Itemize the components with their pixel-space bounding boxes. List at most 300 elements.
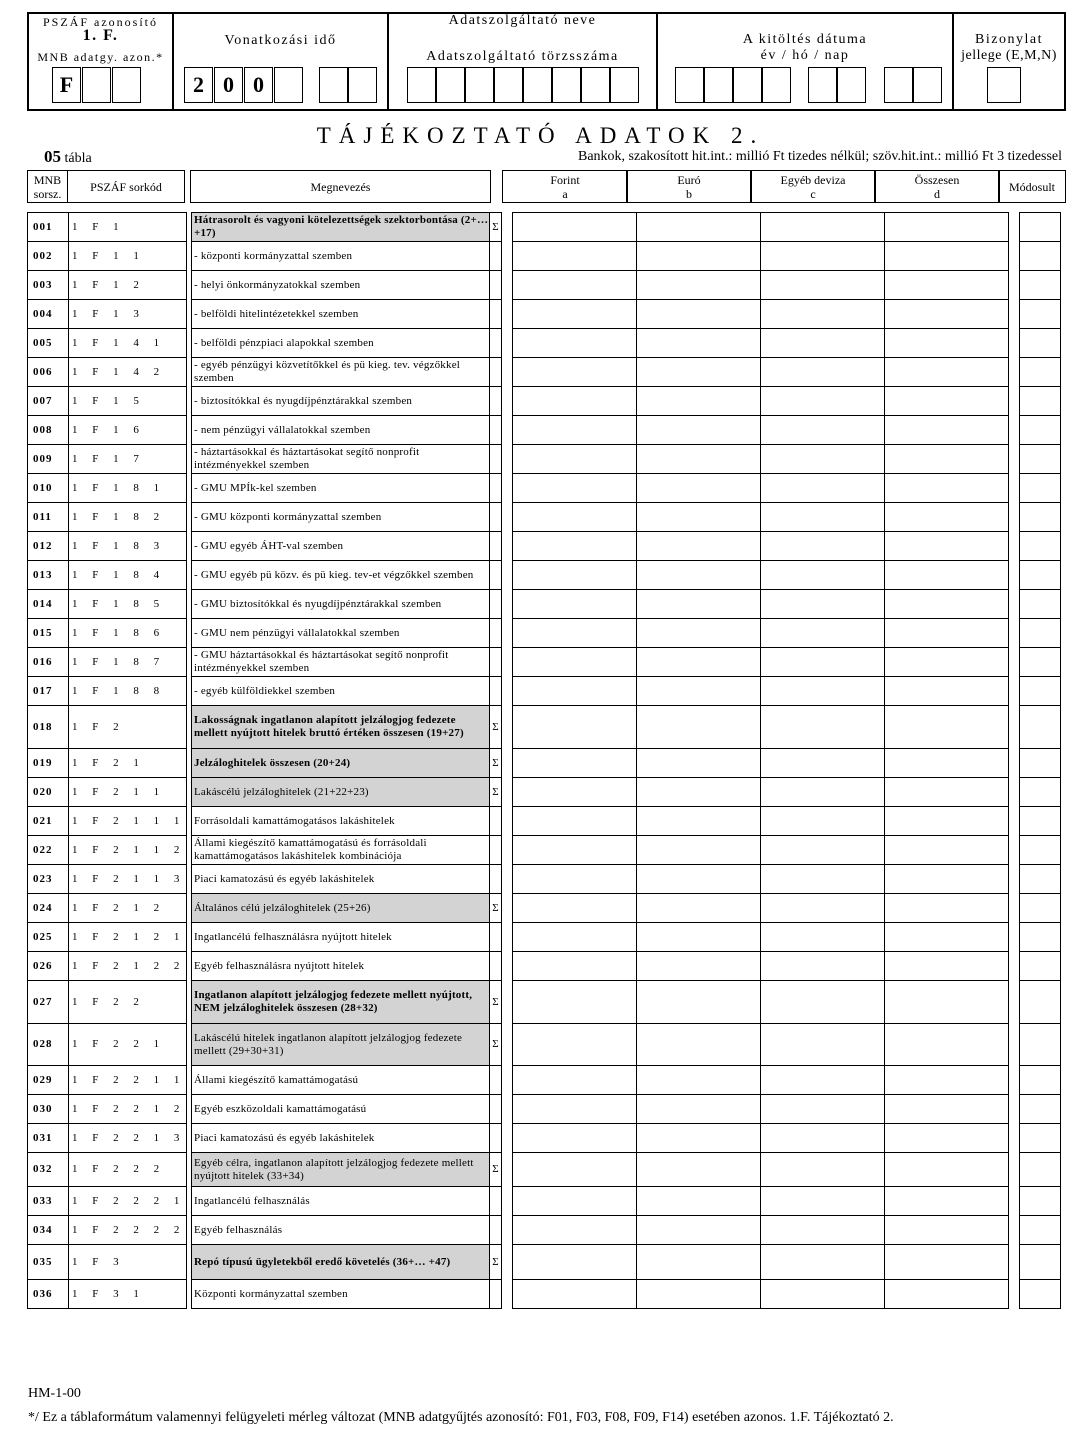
cell-modosult[interactable] [1020, 952, 1061, 981]
cell-euro[interactable] [637, 1245, 761, 1280]
cell-egyeb-deviza[interactable] [761, 894, 885, 923]
vonatkozasi-box-5[interactable] [319, 67, 348, 103]
row-sigma-empty [490, 358, 502, 387]
cell-modosult[interactable] [1020, 1095, 1061, 1124]
cell-osszesen[interactable] [885, 619, 1009, 648]
row-label: Jelzáloghitelek összesen (20+24) [192, 749, 490, 778]
kitoltes-datuma-box [656, 12, 954, 111]
cell-egyeb-deviza[interactable] [761, 561, 885, 590]
cell-forint[interactable] [513, 213, 637, 242]
vonatkozasi-box-6[interactable] [348, 67, 377, 103]
cell-osszesen[interactable] [885, 1153, 1009, 1187]
row-label: Egyéb felhasználásra nyújtott hitelek [192, 952, 490, 981]
cell-euro[interactable] [637, 749, 761, 778]
cell-modosult[interactable] [1020, 894, 1061, 923]
row-gap [502, 242, 513, 271]
cell-osszesen[interactable] [885, 981, 1009, 1024]
row-mnb-number: 012 [28, 532, 69, 561]
cell-osszesen[interactable] [885, 1095, 1009, 1124]
cell-euro[interactable] [637, 1024, 761, 1066]
cell-osszesen[interactable] [885, 445, 1009, 474]
cell-egyeb-deviza[interactable] [761, 242, 885, 271]
vonatkozasi-box-4[interactable] [274, 67, 303, 103]
cell-modosult[interactable] [1020, 1153, 1061, 1187]
row-pszaf-code: 1 F 2 2 1 3 [69, 1124, 187, 1153]
cell-euro[interactable] [637, 865, 761, 894]
torzsszam-box-5[interactable] [523, 67, 552, 103]
cell-modosult[interactable] [1020, 416, 1061, 445]
cell-egyeb-deviza[interactable] [761, 1024, 885, 1066]
cell-modosult[interactable] [1020, 590, 1061, 619]
ev-box-4[interactable] [762, 67, 791, 103]
pszaf-value: 1. F. [82, 27, 119, 44]
table-row [28, 619, 1061, 648]
row-pszaf-code: 1 F 2 1 1 [69, 778, 187, 807]
row-sigma-mark: Σ [490, 213, 502, 242]
row-mnb-number: 031 [28, 1124, 69, 1153]
row-pszaf-code: 1 F 2 1 1 1 [69, 807, 187, 836]
cell-modosult[interactable] [1020, 1216, 1061, 1245]
table-row [28, 807, 1061, 836]
table-number-value: 05 [44, 147, 61, 166]
cell-euro[interactable] [637, 1124, 761, 1153]
cell-forint[interactable] [513, 387, 637, 416]
cell-egyeb-deviza[interactable] [761, 778, 885, 807]
cell-egyeb-deviza[interactable] [761, 590, 885, 619]
cell-modosult[interactable] [1020, 1024, 1061, 1066]
cell-osszesen[interactable] [885, 1024, 1009, 1066]
cell-forint[interactable] [513, 1066, 637, 1095]
cell-modosult[interactable] [1020, 474, 1061, 503]
cell-modosult[interactable] [1020, 1066, 1061, 1095]
cell-osszesen[interactable] [885, 474, 1009, 503]
cell-euro[interactable] [637, 503, 761, 532]
cell-osszesen[interactable] [885, 952, 1009, 981]
cell-osszesen[interactable] [885, 1280, 1009, 1309]
mnb-id-box-2[interactable] [82, 67, 111, 103]
cell-modosult[interactable] [1020, 1245, 1061, 1280]
cell-egyeb-deviza[interactable] [761, 532, 885, 561]
row-mnb-number: 010 [28, 474, 69, 503]
cell-osszesen[interactable] [885, 1066, 1009, 1095]
torzsszam-box-1[interactable] [407, 67, 436, 103]
cell-egyeb-deviza[interactable] [761, 677, 885, 706]
cell-forint[interactable] [513, 445, 637, 474]
cell-euro[interactable] [637, 981, 761, 1024]
cell-egyeb-deviza[interactable] [761, 213, 885, 242]
cell-euro[interactable] [637, 445, 761, 474]
cell-forint[interactable] [513, 836, 637, 865]
row-pszaf-code: 1 F 2 1 2 2 [69, 952, 187, 981]
row-mnb-number: 018 [28, 706, 69, 749]
row-gap [502, 1187, 513, 1216]
row-mnb-number: 034 [28, 1216, 69, 1245]
cell-egyeb-deviza[interactable] [761, 749, 885, 778]
cell-egyeb-deviza[interactable] [761, 300, 885, 329]
cell-euro[interactable] [637, 300, 761, 329]
col-header-pszaf [67, 170, 185, 203]
mnb-id-box-1[interactable]: F [52, 67, 81, 103]
cell-euro[interactable] [637, 1216, 761, 1245]
cell-egyeb-deviza[interactable] [761, 952, 885, 981]
table-row [28, 1280, 1061, 1309]
cell-euro[interactable] [637, 1187, 761, 1216]
table-row [28, 387, 1061, 416]
cell-forint[interactable] [513, 749, 637, 778]
row-gap [502, 981, 513, 1024]
row-gap [502, 749, 513, 778]
cell-forint[interactable] [513, 532, 637, 561]
cell-forint[interactable] [513, 807, 637, 836]
row-label: - GMU központi kormányzattal szemben [192, 503, 490, 532]
cell-modosult[interactable] [1020, 1280, 1061, 1309]
row-mnb-number: 001 [28, 213, 69, 242]
cell-egyeb-deviza[interactable] [761, 416, 885, 445]
cell-osszesen[interactable] [885, 213, 1009, 242]
row-sigma-empty [490, 677, 502, 706]
cell-modosult[interactable] [1020, 242, 1061, 271]
cell-euro[interactable] [637, 807, 761, 836]
row-gap [1009, 981, 1020, 1024]
cell-forint[interactable] [513, 619, 637, 648]
vonatkozasi-box-2[interactable]: 0 [214, 67, 243, 103]
cell-egyeb-deviza[interactable] [761, 329, 885, 358]
cell-euro[interactable] [637, 677, 761, 706]
cell-forint[interactable] [513, 865, 637, 894]
cell-euro[interactable] [637, 474, 761, 503]
cell-osszesen[interactable] [885, 590, 1009, 619]
row-gap [502, 778, 513, 807]
cell-euro[interactable] [637, 778, 761, 807]
cell-modosult[interactable] [1020, 981, 1061, 1024]
row-gap [1009, 894, 1020, 923]
cell-forint[interactable] [513, 1245, 637, 1280]
table-row [28, 1124, 1061, 1153]
cell-forint[interactable] [513, 778, 637, 807]
row-pszaf-code: 1 F 1 4 1 [69, 329, 187, 358]
cell-osszesen[interactable] [885, 706, 1009, 749]
cell-osszesen[interactable] [885, 894, 1009, 923]
table-row [28, 503, 1061, 532]
torzsszam-box-6[interactable] [552, 67, 581, 103]
cell-osszesen[interactable] [885, 677, 1009, 706]
cell-forint[interactable] [513, 952, 637, 981]
row-pszaf-code: 1 F 1 8 5 [69, 590, 187, 619]
row-label: - GMU egyéb pü közv. és pü kieg. tev-et végzőkkel szemben [192, 561, 490, 590]
row-label: Egyéb eszközoldali kamattámogatású [192, 1095, 490, 1124]
cell-egyeb-deviza[interactable] [761, 619, 885, 648]
adatszolgaltato-neve-label: Adatszolgáltató neve [448, 13, 597, 28]
torzsszam-box-7[interactable] [581, 67, 610, 103]
cell-euro[interactable] [637, 416, 761, 445]
cell-forint[interactable] [513, 1024, 637, 1066]
row-label: - GMU egyéb ÁHT-val szemben [192, 532, 490, 561]
table-row [28, 358, 1061, 387]
col-header-mnb-line1: MNB [33, 172, 62, 187]
cell-forint[interactable] [513, 300, 637, 329]
row-gap [1009, 1187, 1020, 1216]
cell-forint[interactable] [513, 648, 637, 677]
cell-modosult[interactable] [1020, 706, 1061, 749]
cell-forint[interactable] [513, 1124, 637, 1153]
torzsszam-box-4[interactable] [494, 67, 523, 103]
cell-egyeb-deviza[interactable] [761, 445, 885, 474]
row-gap [502, 474, 513, 503]
cell-osszesen[interactable] [885, 807, 1009, 836]
cell-egyeb-deviza[interactable] [761, 474, 885, 503]
cell-euro[interactable] [637, 213, 761, 242]
cell-modosult[interactable] [1020, 1124, 1061, 1153]
row-mnb-number: 021 [28, 807, 69, 836]
row-label: Forrásoldali kamattámogatásos lakáshitelek [192, 807, 490, 836]
row-pszaf-code: 1 F 2 2 2 1 [69, 1187, 187, 1216]
table-row [28, 865, 1061, 894]
cell-osszesen[interactable] [885, 923, 1009, 952]
cell-forint[interactable] [513, 1095, 637, 1124]
cell-forint[interactable] [513, 894, 637, 923]
row-gap [1009, 1066, 1020, 1095]
row-pszaf-code: 1 F 2 2 2 2 [69, 1216, 187, 1245]
row-sigma-empty [490, 648, 502, 677]
form-code: HM-1-00 [28, 1386, 81, 1401]
cell-euro[interactable] [637, 1280, 761, 1309]
mnb-id-box-3[interactable] [112, 67, 141, 103]
cell-egyeb-deviza[interactable] [761, 923, 885, 952]
cell-forint[interactable] [513, 677, 637, 706]
cell-egyeb-deviza[interactable] [761, 1245, 885, 1280]
cell-egyeb-deviza[interactable] [761, 358, 885, 387]
table-row [28, 590, 1061, 619]
cell-osszesen[interactable] [885, 1245, 1009, 1280]
cell-osszesen[interactable] [885, 865, 1009, 894]
cell-osszesen[interactable] [885, 271, 1009, 300]
cell-egyeb-deviza[interactable] [761, 648, 885, 677]
cell-euro[interactable] [637, 561, 761, 590]
bizonylat-box [952, 12, 1066, 111]
cell-modosult[interactable] [1020, 749, 1061, 778]
row-mnb-number: 006 [28, 358, 69, 387]
cell-osszesen[interactable] [885, 1187, 1009, 1216]
cell-forint[interactable] [513, 416, 637, 445]
ho-box-2[interactable] [837, 67, 866, 103]
row-gap [502, 503, 513, 532]
row-label: Piaci kamatozású és egyéb lakáshitelek [192, 1124, 490, 1153]
cell-osszesen[interactable] [885, 242, 1009, 271]
cell-forint[interactable] [513, 503, 637, 532]
table-row [28, 952, 1061, 981]
cell-modosult[interactable] [1020, 271, 1061, 300]
row-pszaf-code: 1 F 2 1 2 1 [69, 923, 187, 952]
cell-forint[interactable] [513, 329, 637, 358]
cell-egyeb-deviza[interactable] [761, 1153, 885, 1187]
cell-forint[interactable] [513, 1153, 637, 1187]
row-label: - GMU nem pénzügyi vállalatokkal szemben [192, 619, 490, 648]
cell-modosult[interactable] [1020, 923, 1061, 952]
cell-modosult[interactable] [1020, 358, 1061, 387]
cell-forint[interactable] [513, 706, 637, 749]
bizonylat-jellege-box[interactable] [987, 67, 1021, 103]
cell-euro[interactable] [637, 706, 761, 749]
pszaf-id-box [27, 12, 174, 111]
cell-forint[interactable] [513, 474, 637, 503]
row-gap [1009, 923, 1020, 952]
cell-euro[interactable] [637, 1153, 761, 1187]
cell-osszesen[interactable] [885, 561, 1009, 590]
cell-osszesen[interactable] [885, 358, 1009, 387]
cell-egyeb-deviza[interactable] [761, 807, 885, 836]
cell-euro[interactable] [637, 387, 761, 416]
cell-forint[interactable] [513, 923, 637, 952]
table-row [28, 242, 1061, 271]
cell-osszesen[interactable] [885, 749, 1009, 778]
row-gap [1009, 445, 1020, 474]
row-gap [1009, 416, 1020, 445]
cell-euro[interactable] [637, 358, 761, 387]
row-label: - belföldi hitelintézetekkel szemben [192, 300, 490, 329]
cell-egyeb-deviza[interactable] [761, 1280, 885, 1309]
cell-osszesen[interactable] [885, 416, 1009, 445]
cell-osszesen[interactable] [885, 329, 1009, 358]
cell-osszesen[interactable] [885, 503, 1009, 532]
cell-modosult[interactable] [1020, 445, 1061, 474]
cell-modosult[interactable] [1020, 1187, 1061, 1216]
table-row [28, 300, 1061, 329]
cell-modosult[interactable] [1020, 503, 1061, 532]
row-gap [1009, 213, 1020, 242]
row-gap [1009, 836, 1020, 865]
cell-forint[interactable] [513, 271, 637, 300]
ev-box-1[interactable] [675, 67, 704, 103]
kitoltes-datuma-sub: év / hó / nap [760, 48, 850, 63]
row-sigma-empty [490, 1187, 502, 1216]
bizonylat-sub: jellege (E,M,N) [961, 48, 1057, 63]
cell-forint[interactable] [513, 242, 637, 271]
ho-box-1[interactable] [808, 67, 837, 103]
cell-forint[interactable] [513, 561, 637, 590]
cell-forint[interactable] [513, 1216, 637, 1245]
row-label: - egyéb pénzügyi közvetítőkkel és pü kieg. tev. végzőkkel szemben [192, 358, 490, 387]
cell-euro[interactable] [637, 271, 761, 300]
cell-osszesen[interactable] [885, 532, 1009, 561]
cell-euro[interactable] [637, 532, 761, 561]
cell-egyeb-deviza[interactable] [761, 1216, 885, 1245]
cell-egyeb-deviza[interactable] [761, 503, 885, 532]
cell-euro[interactable] [637, 923, 761, 952]
cell-egyeb-deviza[interactable] [761, 1187, 885, 1216]
vonatkozasi-box-3[interactable]: 0 [244, 67, 273, 103]
table-row [28, 923, 1061, 952]
row-label: Ingatlancélú felhasználás [192, 1187, 490, 1216]
cell-euro[interactable] [637, 894, 761, 923]
cell-modosult[interactable] [1020, 387, 1061, 416]
cell-forint[interactable] [513, 1187, 637, 1216]
cell-modosult[interactable] [1020, 329, 1061, 358]
cell-euro[interactable] [637, 1095, 761, 1124]
cell-osszesen[interactable] [885, 778, 1009, 807]
torzsszam-box-3[interactable] [465, 67, 494, 103]
cell-modosult[interactable] [1020, 619, 1061, 648]
row-mnb-number: 029 [28, 1066, 69, 1095]
row-gap [1009, 1216, 1020, 1245]
cell-forint[interactable] [513, 1280, 637, 1309]
cell-euro[interactable] [637, 329, 761, 358]
row-pszaf-code: 1 F 2 1 1 2 [69, 836, 187, 865]
cell-egyeb-deviza[interactable] [761, 865, 885, 894]
row-sigma-empty [490, 619, 502, 648]
table-row [28, 706, 1061, 749]
ev-box-3[interactable] [733, 67, 762, 103]
cell-egyeb-deviza[interactable] [761, 271, 885, 300]
nap-box-2[interactable] [913, 67, 942, 103]
cell-euro[interactable] [637, 952, 761, 981]
row-mnb-number: 026 [28, 952, 69, 981]
row-gap [1009, 677, 1020, 706]
cell-egyeb-deviza[interactable] [761, 387, 885, 416]
row-label: Állami kiegészítő kamattámogatású [192, 1066, 490, 1095]
row-pszaf-code: 1 F 2 [69, 706, 187, 749]
cell-euro[interactable] [637, 1066, 761, 1095]
cell-modosult[interactable] [1020, 677, 1061, 706]
table-number [44, 147, 92, 167]
row-sigma-empty [490, 561, 502, 590]
cell-euro[interactable] [637, 619, 761, 648]
nap-box-1[interactable] [884, 67, 913, 103]
cell-forint[interactable] [513, 981, 637, 1024]
table-row [28, 561, 1061, 590]
cell-modosult[interactable] [1020, 300, 1061, 329]
cell-egyeb-deviza[interactable] [761, 706, 885, 749]
cell-modosult[interactable] [1020, 532, 1061, 561]
cell-osszesen[interactable] [885, 648, 1009, 677]
cell-modosult[interactable] [1020, 648, 1061, 677]
row-sigma-empty [490, 1216, 502, 1245]
cell-egyeb-deviza[interactable] [761, 1066, 885, 1095]
cell-egyeb-deviza[interactable] [761, 1095, 885, 1124]
cell-modosult[interactable] [1020, 836, 1061, 865]
cell-forint[interactable] [513, 358, 637, 387]
cell-egyeb-deviza[interactable] [761, 1124, 885, 1153]
cell-modosult[interactable] [1020, 778, 1061, 807]
vonatkozasi-box-1[interactable]: 2 [184, 67, 213, 103]
cell-osszesen[interactable] [885, 1216, 1009, 1245]
row-mnb-number: 027 [28, 981, 69, 1024]
cell-modosult[interactable] [1020, 865, 1061, 894]
torzsszam-box-8[interactable] [610, 67, 639, 103]
cell-osszesen[interactable] [885, 387, 1009, 416]
ev-box-2[interactable] [704, 67, 733, 103]
cell-osszesen[interactable] [885, 300, 1009, 329]
cell-egyeb-deviza[interactable] [761, 836, 885, 865]
col-header-euro-letter: b [686, 186, 692, 201]
cell-forint[interactable] [513, 590, 637, 619]
cell-modosult[interactable] [1020, 213, 1061, 242]
cell-osszesen[interactable] [885, 1124, 1009, 1153]
cell-egyeb-deviza[interactable] [761, 981, 885, 1024]
cell-modosult[interactable] [1020, 807, 1061, 836]
cell-euro[interactable] [637, 648, 761, 677]
cell-euro[interactable] [637, 242, 761, 271]
cell-euro[interactable] [637, 590, 761, 619]
table-row [28, 445, 1061, 474]
row-gap [502, 619, 513, 648]
cell-osszesen[interactable] [885, 836, 1009, 865]
torzsszam-box-2[interactable] [436, 67, 465, 103]
row-sigma-empty [490, 865, 502, 894]
cell-euro[interactable] [637, 836, 761, 865]
row-gap [502, 329, 513, 358]
cell-modosult[interactable] [1020, 561, 1061, 590]
row-mnb-number: 036 [28, 1280, 69, 1309]
